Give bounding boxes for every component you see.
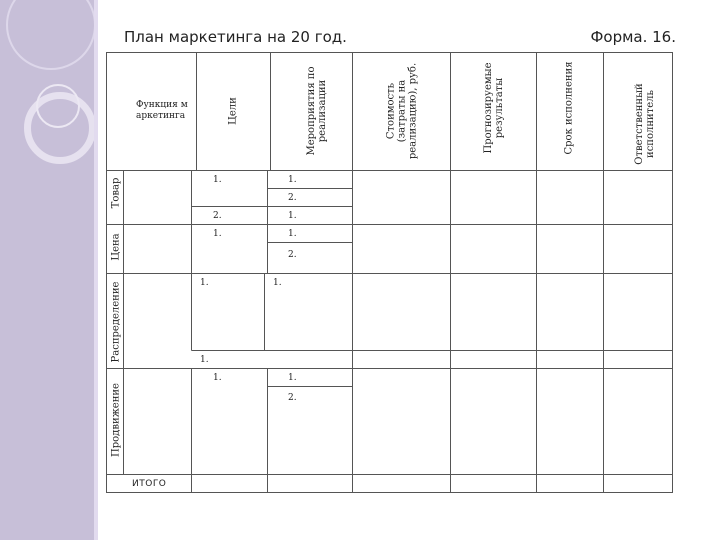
header-goals: Цели — [227, 97, 239, 125]
item-number: 1. — [288, 175, 297, 185]
header-deadline: Срок исполнения — [563, 61, 575, 155]
section-price: Цена — [110, 233, 122, 261]
header-results: Прогнозируемые результаты — [483, 62, 505, 154]
item-number: 2. — [288, 393, 297, 403]
item-number: 1. — [213, 373, 222, 383]
header-cost: Стоимость (затраты на реализацию), руб. — [385, 62, 419, 160]
item-number: 1. — [273, 278, 282, 288]
item-number: 1. — [200, 278, 209, 288]
header-responsible: Ответственный исполнитель — [634, 83, 656, 165]
total-label: ИТОГО — [132, 479, 167, 489]
item-number: 1. — [288, 229, 297, 239]
header-activities: Мероприятия по реализации — [306, 66, 328, 156]
item-number: 1. — [200, 355, 209, 365]
item-number: 2. — [213, 211, 222, 221]
form-number: Форма. 16. — [590, 28, 676, 46]
section-promotion: Продвижение — [110, 383, 122, 457]
item-number: 1. — [213, 229, 222, 239]
item-number: 2. — [288, 193, 297, 203]
item-number: 1. — [213, 175, 222, 185]
page-title: План маркетинга на 20 год. — [124, 28, 347, 46]
item-number: 1. — [288, 373, 297, 383]
section-product: Товар — [110, 177, 122, 209]
item-number: 2. — [288, 250, 297, 260]
header-function: Функция маркетинга — [136, 100, 188, 121]
section-distribution: Распределение — [110, 281, 122, 363]
item-number: 1. — [288, 211, 297, 221]
